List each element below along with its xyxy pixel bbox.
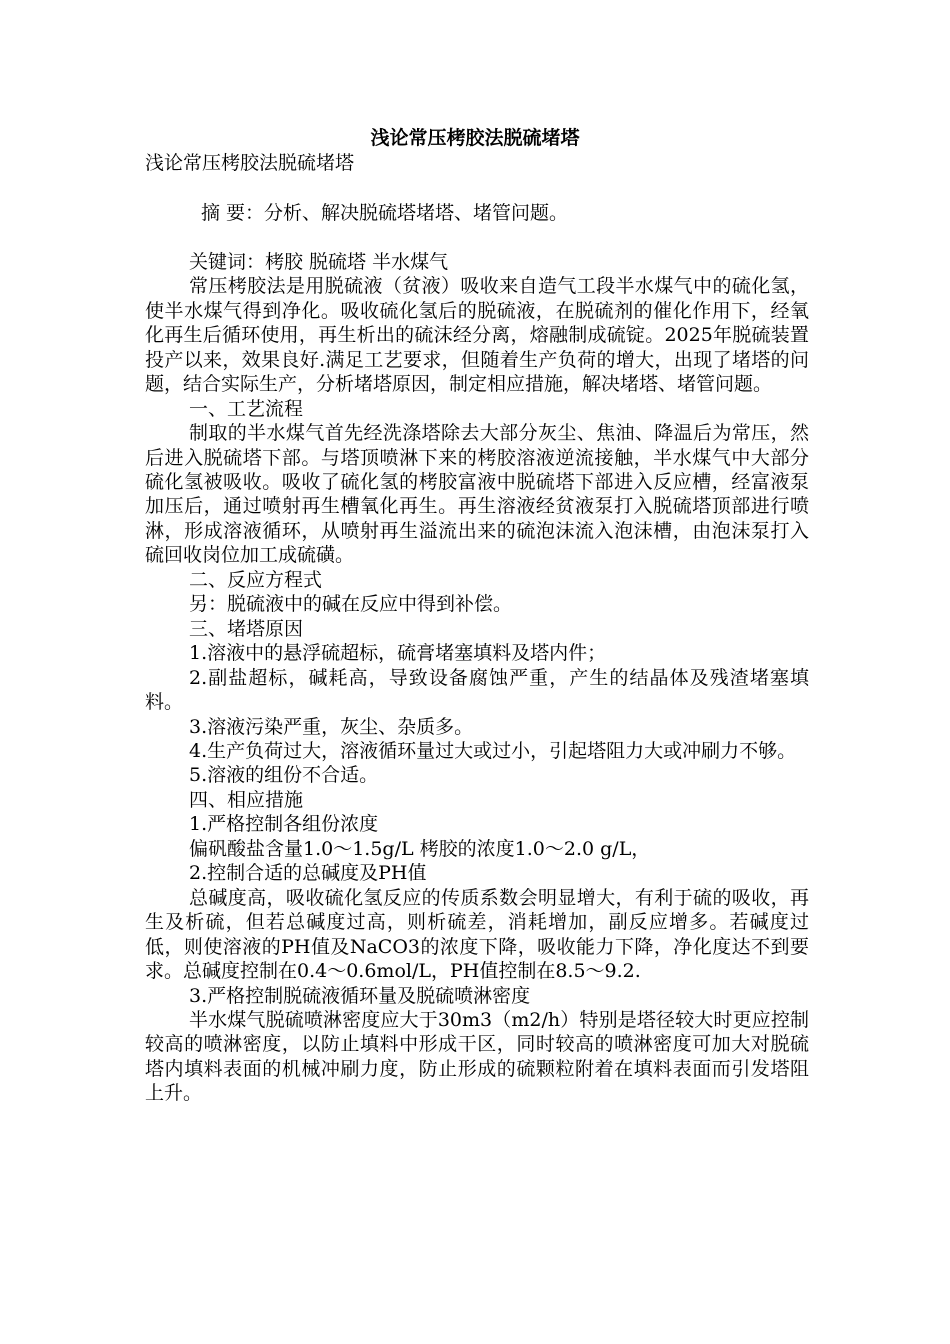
paragraph-process: 制取的半水煤气首先经洗涤塔除去大部分灰尘、焦油、降温后为常压，然后进入脱硫塔下部。与塔顶喷淋下来的栲胶溶液逆流接触，半水煤气中大部分硫化氢被吸收。吸收了硫化氢的栲胶富液中脱硫塔下部进入反应槽，经富液泵加压后，通过喷射再生槽氧化再生。再生溶液经贫液泵打入脱硫塔顶部进行喷淋，形成溶液循环，从喷射再生溢流出来的硫泡沫流入泡沫槽，由泡沫泵打入硫回收岗位加工成硫磺。 (145, 422, 809, 567)
measure-heading-2: 2.控制合适的总碱度及PH值 (189, 862, 427, 885)
document-body (145, 151, 809, 1106)
paragraph-intro: 常压栲胶法是用脱硫液（贫液）吸收来自造气工段半水煤气中的硫化氢，使半水煤气得到净化。吸收硫化氢后的脱硫液，在脱硫剂的催化作用下，经氧化再生后循环使用，再生析出的硫沫经分离，熔融制成硫锭。2025年脱硫装置投产以来，效果良好.满足工艺要求，但随着生产负荷的增大，出现了堵塔的问题，结合实际生产，分析堵塔原因，制定相应措施，解决堵塔、堵管问题。 (145, 275, 809, 396)
section-heading-causes: 三、堵塔原因 (189, 617, 304, 640)
document-subtitle: 浅论常压栲胶法脱硫堵塔 (145, 152, 355, 174)
measure-detail-1: 偏矾酸盐含量1.0～1.5g/L 栲胶的浓度1.0～2.0 g/L， (189, 837, 651, 860)
section-heading-measures: 四、相应措施 (189, 788, 304, 811)
keywords: 关键词：栲胶 脱硫塔 半水煤气 (189, 250, 449, 273)
measure-heading-3: 3.严格控制脱硫液循环量及脱硫喷淋密度 (189, 984, 531, 1007)
measure-heading-1: 1.严格控制各组份浓度 (189, 813, 379, 836)
document-title: 浅论常压栲胶法脱硫堵塔 (370, 127, 580, 149)
cause-item-1: 1.溶液中的悬浮硫超标，硫膏堵塞填料及塔内件； (189, 642, 607, 665)
cause-item-3: 3.溶液污染严重，灰尘、杂质多。 (189, 715, 474, 738)
abstract: 摘 要：分析、解决脱硫塔堵塔、堵管问题。 (201, 202, 569, 225)
measure-detail-3: 半水煤气脱硫喷淋密度应大于30m3（m2/h）特别是塔径较大时更应控制较高的喷淋密度，以防止填料中形成干区，同时较高的喷淋密度可加大对脱硫塔内填料表面的机械冲刷力度，防止形成的硫颗粒附着在填料表面而引发塔阻上升。 (145, 1008, 809, 1105)
paragraph-equation-note: 另：脱硫液中的碱在反应中得到补偿。 (189, 593, 513, 616)
cause-item-5: 5.溶液的组份不合适。 (189, 764, 379, 787)
section-heading-process: 一、工艺流程 (189, 397, 304, 420)
measure-detail-2: 总碱度高，吸收硫化氢反应的传质系数会明显增大，有利于硫的吸收，再生及析硫，但若总碱度过高，则析硫差，消耗增加，副反应增多。若碱度过低，则使溶液的PH值及NaCO3的浓度下降，吸收能力下降，净化度达不到要求。总碱度控制在0.4～0.6mol/L，PH值控制在8.5～9.2. (145, 886, 809, 983)
cause-item-4: 4.生产负荷过大，溶液循环量过大或过小，引起塔阻力大或冲刷力不够。 (189, 739, 797, 762)
cause-item-2: 2.副盐超标，碱耗高，导致设备腐蚀严重，产生的结晶体及残渣堵塞填料。 (145, 666, 809, 714)
section-heading-equation: 二、反应方程式 (189, 568, 323, 591)
